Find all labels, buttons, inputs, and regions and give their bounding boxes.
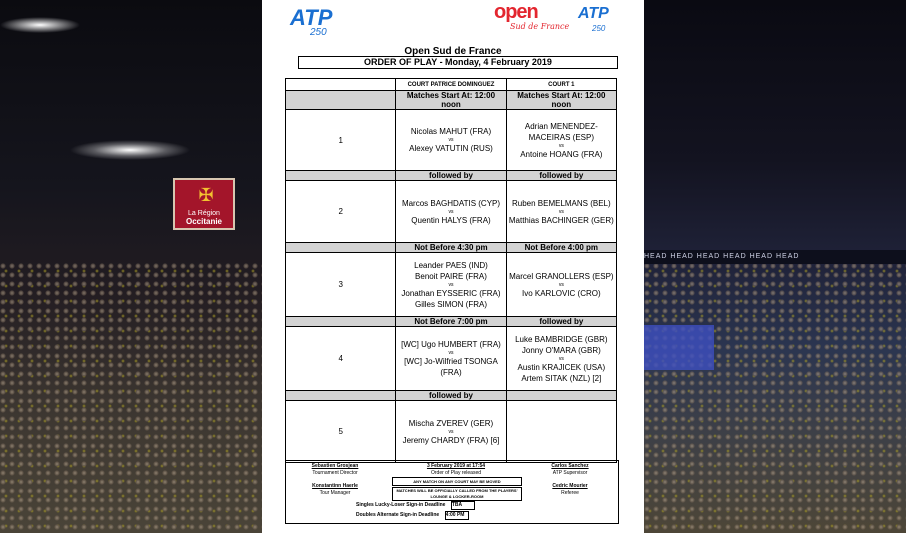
court-header: COURT 1 [506, 79, 616, 91]
player: Benoit PAIRE (FRA) [415, 271, 487, 281]
footer-block [285, 460, 619, 524]
start-time: Matches Start At: 12:00 noon [506, 91, 616, 110]
doubles-deadline [356, 511, 546, 520]
schedule-note: followed by [506, 171, 616, 181]
match-cell [396, 401, 506, 463]
singles-value: TBA [451, 501, 475, 510]
player: Matthias BACHINGER (GER) [508, 215, 614, 225]
vs-label: vs [558, 355, 564, 362]
match-cell [396, 327, 506, 391]
match-number: 5 [286, 401, 396, 463]
player: Quentin HALYS (FRA) [411, 215, 491, 225]
manager-block [290, 483, 380, 497]
atp-250-logo-small [578, 4, 609, 34]
schedule-note: Not Before 4:00 pm [506, 243, 616, 253]
vs-label: vs [448, 281, 454, 288]
match-number: 3 [286, 253, 396, 317]
director-block [290, 463, 380, 477]
schedule-note: followed by [396, 171, 506, 181]
player: Nicolas MAHUT (FRA) [410, 127, 492, 136]
schedule-note: Not Before 7:00 pm [396, 317, 506, 327]
player: Marcos BAGHDATIS (CYP) [401, 198, 501, 208]
player: Marcel GRANOLLERS (ESP) [509, 271, 614, 281]
tournament-title: Open Sud de France [404, 46, 502, 57]
right-arena-photo [644, 0, 906, 533]
match-cell [506, 327, 616, 391]
vs-label: vs [558, 281, 564, 288]
referee-name: Cedric Mourier [552, 483, 588, 489]
vs-label: vs [448, 428, 454, 435]
singles-deadline [356, 501, 546, 510]
director-title: Tournament Director [312, 470, 358, 476]
banner-line: La Région [188, 210, 220, 217]
singles-label: Singles Lucky-Loser Sign-in Deadline [356, 502, 446, 508]
supervisor-name: Carlos Sanchez [551, 463, 589, 469]
player: Artem SITAK (NZL) [2] [521, 373, 602, 383]
schedule-note [506, 391, 616, 401]
match-cell [396, 181, 506, 243]
logo-text: ATP [290, 5, 333, 30]
open-logo-sub: Sud de France [510, 22, 570, 31]
match-cell [396, 110, 506, 171]
player: Jonathan EYSSERIC (FRA) [401, 288, 501, 298]
schedule-note: followed by [506, 317, 616, 327]
court-header: COURT PATRICE DOMINGUEZ [396, 79, 506, 91]
supervisor-title: ATP Supervisor [552, 470, 588, 476]
spacer-cell [286, 171, 396, 181]
spacer-cell [286, 317, 396, 327]
vs-label: vs [558, 142, 564, 149]
release-block [392, 463, 520, 477]
director-name: Sebastien Grosjean [311, 463, 359, 469]
notice-moved: ANY MATCH ON ANY COURT MAY BE MOVED [392, 477, 522, 486]
match-cell [506, 253, 616, 317]
player: Alexey VATUTIN (RUS) [409, 144, 493, 153]
logo-sub: 250 [592, 24, 606, 33]
crowd-image [0, 263, 262, 533]
spacer-cell [286, 391, 396, 401]
player: Leander PAES (IND) [414, 260, 488, 270]
player: [WC] Ugo HUMBERT (FRA) [401, 340, 501, 349]
left-arena-photo [0, 0, 262, 533]
logo-text: ATP [578, 5, 609, 22]
vs-label: vs [558, 208, 564, 215]
order-of-play-title: ORDER OF PLAY - Monday, 4 February 2019 [298, 56, 618, 69]
banner-line: Occitanie [185, 217, 222, 226]
head-ad-board: HEAD HEAD HEAD HEAD HEAD HEAD [644, 250, 906, 264]
player: Jonny O'MARA (GBR) [521, 345, 601, 355]
match-cell-empty [506, 401, 616, 463]
manager-name: Konstantinn Haerle [312, 483, 358, 489]
doubles-label: Doubles Alternate Sign-in Deadline [356, 512, 440, 518]
player: [WC] Jo-Wilfried TSONGA (FRA) [404, 357, 498, 377]
match-cell [506, 181, 616, 243]
match-cell [506, 110, 616, 171]
schedule-note: Not Before 4:30 pm [396, 243, 506, 253]
vs-label: vs [448, 350, 454, 356]
spacer-cell [286, 91, 396, 110]
blue-court [644, 325, 714, 370]
player: Luke BAMBRIDGE (GBR) [515, 334, 608, 344]
player: Jeremy CHARDY (FRA) [6] [402, 435, 500, 445]
match-number: 1 [286, 110, 396, 171]
release-label: Order of Play released [430, 470, 482, 476]
player: Ivo KARLOVIC (CRO) [521, 288, 601, 298]
schedule-note: followed by [396, 391, 506, 401]
spacer-cell [286, 243, 396, 253]
doubles-value: 4:00 PM [445, 511, 469, 520]
referee-title: Referee [561, 490, 579, 496]
order-of-play-sheet [262, 0, 644, 533]
open-logo: open [494, 1, 538, 23]
vs-label: vs [448, 137, 454, 143]
schedule-table [285, 78, 617, 463]
corner-cell [286, 79, 396, 91]
player: Austin KRAJICEK (USA) [517, 362, 606, 372]
referee-block [526, 483, 614, 497]
player: Mischa ZVEREV (GER) [408, 418, 494, 428]
match-number: 4 [286, 327, 396, 391]
player: Ruben BEMELMANS (BEL) [511, 198, 611, 208]
supervisor-block [526, 463, 614, 477]
vs-label: vs [448, 208, 454, 215]
start-time: Matches Start At: 12:00 noon [396, 91, 506, 110]
player: Adrian MENENDEZ-MACEIRAS (ESP) [524, 121, 598, 142]
crowd-image [644, 263, 906, 533]
match-cell [396, 253, 506, 317]
player: Gilles SIMON (FRA) [414, 299, 487, 309]
logo-sub: 250 [310, 27, 327, 38]
atp-250-logo [290, 5, 333, 38]
release-date: 3 February 2019 at 17:54 [426, 463, 486, 469]
match-number: 2 [286, 181, 396, 243]
manager-title: Tour Manager [319, 490, 351, 496]
occitan-cross-icon: ✠ [198, 185, 214, 205]
notice-called: MATCHES WILL BE OFFICIALLY CALLED FROM THE PLAYERS' LOUNGE & LOCKER-ROOM [392, 487, 522, 501]
occitanie-banner [173, 178, 235, 230]
player: Antoine HOANG (FRA) [520, 149, 603, 159]
